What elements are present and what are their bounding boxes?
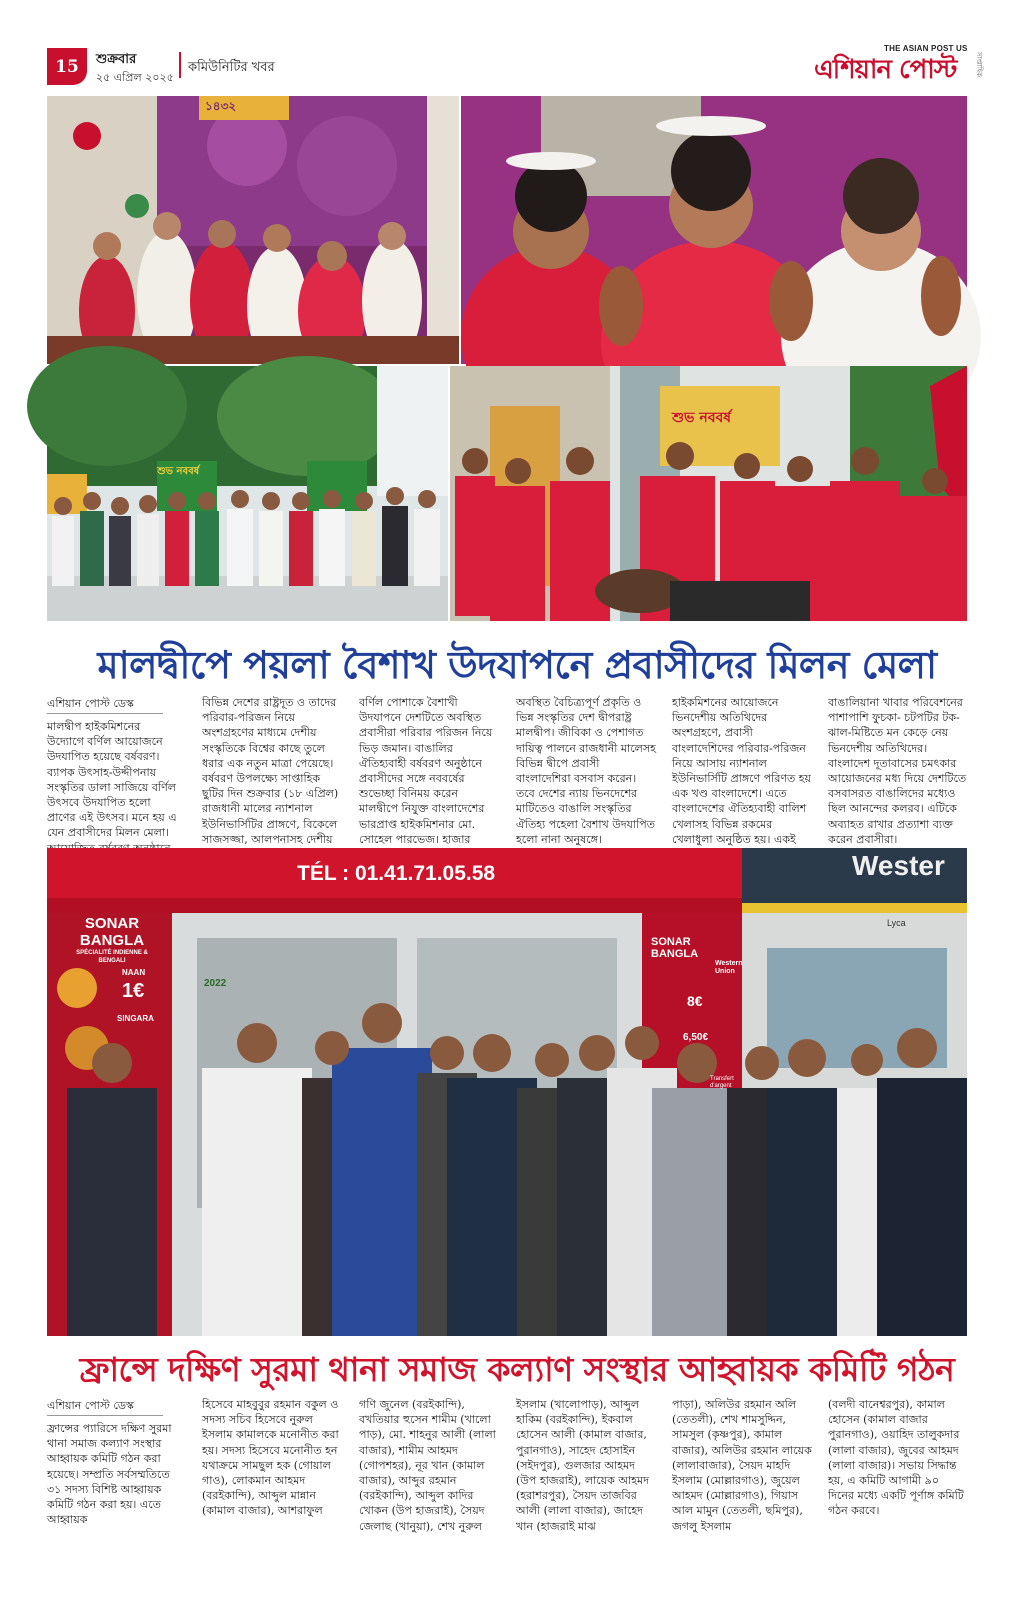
western-sign: Wester <box>852 850 945 881</box>
article1-column-2: বিভিন্ন দেশের রাষ্ট্রদূত ও তাদের পরিবার-পরিজন নিয়ে অংশগ্রহণের মাধ্যমে দেশীয় সংস্কৃতিকে বিশ্বের কাছে তুলে ধরার এক নতুন মাত্রা পেয়েছে। বর্ষবরণ উপলক্ষ্যে সাপ্তাহিক ছুটির দিন শুক্রবার (১৮ এপ্রিল) রাজধানী মালের ন্যাশনাল ইউনিভার্সিটির প্রাঙ্গণে, বিকেলে সাজসজ্জা, আলপনাসহ দেশীয় <box>202 696 339 846</box>
shop-brand-right-line2: BANGLA <box>651 948 699 960</box>
masthead-logo[interactable]: এশিয়ান পোস্ট <box>814 55 957 85</box>
article2-column-4: ইসলাম (খালোপাড়), আব্দুল হাকিম (বরইকান্দি), ইকবাল হোসেন আলী (কামাল বাজার, পুরানগাও), সাহেদ হোসাইন (সইদপুর), গুলজার আহমদ (উপ হাজরাই), লায়েক আহমদ (হরাশরপুর), সৈয়দ তাজবির আলী (লালা বাজার), জাহেদ খান (হাজরাই মাঝ <box>516 1398 649 1533</box>
shop-brand-line1: SONAR <box>84 915 140 932</box>
article2-column-2: হিসেবে মাহবুবুর রহমান বকুল ও সদস্য সচিব হিসেবে নুরুল ইসলাম কামালকে মনোনীত করা হয়। সদস্য হিসেবে মনোনীত হন যথাক্রমে সামছুল হক (গোয়াল গাও), লোকমান আহমদ (বরইকান্দি), আব্দুল মান্নান (কামাল বাজার), আশরাফুল <box>202 1398 339 1518</box>
menu-price-1: 1€ <box>122 980 145 1002</box>
article1-byline: এশিয়ান পোস্ট ডেস্ক <box>47 697 134 710</box>
article2-headline: ফ্রান্সে দক্ষিণ সুরমা থানা সমাজ কল্যাণ সংস্থার আহ্বায়ক কমিটি গঠন <box>79 1350 955 1389</box>
menu-price-650: 6,50€ <box>683 1032 709 1043</box>
section-title: কমিউনিটির খবর <box>188 60 275 75</box>
shop-brand-right-line1: SONAR <box>651 936 691 948</box>
header-date: ২৫ এপ্রিল ২০২৫ <box>96 71 174 84</box>
article1-byline-rule <box>47 713 163 714</box>
logo-subtitle: THE ASIAN POST US <box>884 44 968 53</box>
article2-column-5: পাড়া), অলিউর রহমান অলি (তেতলী), শেখ শামসুদ্দিন, সামসুল (কৃষ্ণপুর), কামাল বাজার), অলিউর রহমান লায়েক (লালাবাজার), সৈয়দ মাহদি ইসলাম (মোল্লারগাও), জুয়েল আহমদ (মোল্লারগাও), গিয়াস আল মামুন (তেতলী, ছমিপুর), জগলু ইসলাম <box>672 1398 812 1533</box>
transfert-label: Transfert d'argent <box>710 1076 734 1089</box>
lyca-label: Lyca <box>887 918 906 928</box>
photo-women-group <box>47 96 459 364</box>
article2-byline-rule <box>47 1415 163 1416</box>
shop-brand-right <box>651 936 698 960</box>
header-divider <box>179 52 181 78</box>
shop-tagline: SPÉCIALITÉ INDIENNE & BENGALI <box>76 950 148 964</box>
western-union-label: Western Union <box>715 960 743 975</box>
logo-side-label: সাপ্তাহিক <box>975 52 983 78</box>
photo-storefront-group <box>47 848 967 1336</box>
article1-column-5: হাইকমিশনের আয়োজনে ভিনদেশীয় অতিথিদের অংশগ্রহণে, প্রবাসী বাংলাদেশিদের পরিবার-পরিজন নিয়ে আসায় ন্যাশনাল ইউনিভার্সিটি প্রাঙ্গণে পরিণত হয় এক খণ্ড বাংলাদেশে। এতে বাংলাদেশের ঐতিহ্যবাহী বালিশ খেলাসহ বিভিন্ন রকমের খেলাধুলা অনুষ্ঠিত হয়। একই <box>672 696 812 846</box>
menu-item-naan: NAAN <box>122 968 146 977</box>
article1-column-1: মালদ্বীপ হাইকমিশনের উদ্যোগে বর্ণিল আয়োজনে উদযাপিত হয়েছে বর্ষবরণ। ব্যাপক উৎসাহ-উদ্দীপনায় সংস্কৃতির ডালা সাজিয়ে বর্ণিল উৎসবে উদযাপিত হলো প্রাণের এই উৎসব। মনে হয় এ যেন প্রবাসীদের মিলন মেলা। <box>47 720 177 840</box>
banner-greeting-small: শুভ নববর্ষ <box>157 466 200 477</box>
page-number-badge <box>47 48 87 85</box>
page-number: 15 <box>55 56 79 77</box>
menu-item-singara: SINGARA <box>117 1014 154 1023</box>
photo-girls-henna <box>461 96 967 364</box>
header-day: শুক্রবার <box>96 52 137 67</box>
article1-column-4: অবস্থিত বৈচিত্র্যপূর্ণ প্রকৃতি ও ভিন্ন সংস্কৃতির দেশ দ্বীপরাষ্ট্র মালদ্বীপ। জীবিকা ও পেশাগত দায়িত্ব পালনে রাজধানী মালেসহ বিভিন্ন দ্বীপে প্রবাসী বাংলাদেশিরা বসবাস করেন। তবে দেশের ন্যায় ভিনদেশের মাটিতেও বাঙালি সংস্কৃতির ঐতিহ্য পহেলা বৈশাখ উদযাপিত হলো নানা অনুষঙ্গে। <box>516 696 656 846</box>
shop-phone: TÉL : 01.41.71.05.58 <box>297 862 496 885</box>
menu-price-8: 8€ <box>687 993 703 1009</box>
article1-column-6: বাঙালিয়ানা খাবার পরিবেশনের পাশাপাশি ফুচকা- চটপটির টক-ঝাল-মিষ্টিতে মন কেড়ে নেয় ভিনদেশীয় অতিথিদের। বাংলাদেশ দূতাবাসের চমৎকার আয়োজনের মধ্য দিয়ে দেশটিতে বসবাসরত বাঙালিদের মধ্যেও ছিল আনন্দের কলরব। এটিকে অব্যাহত রাখার প্রত্যাশা ব্যক্ত করেন প্রবাসীরা। <box>828 696 967 846</box>
article2-column-1: ফ্রান্সের প্যারিসে দক্ষিণ সুরমা থানা সমাজ কল্যাণ সংস্থার আহ্বায়ক কমিটি গঠন করা হয়েছে। সম্প্রতি সর্বসম্মতিতে ৩১ সদস্য বিশিষ্ট আহ্বায়ক কমিটি গঠন করা হয়। এতে আহ্বায়ক <box>47 1422 172 1527</box>
photo-performers <box>450 366 967 621</box>
banner-greeting-large: শুভ নববর্ষ <box>672 410 732 426</box>
article2-column-3: গণি জুনেল (বরইকান্দি), বখতিয়ার হুসেন শামীম (খালো পাড়), মো. শাহনুর আলী (লালা বাজার), শামীম আহমদ (গোপশহর), নূর খান (কামাল বাজার), আব্দুর রহমান (বরইকান্দি), আব্দুল কাদির খোকন (উপ হাজরাই), সৈয়দ জেলাছ (খানুয়া), শেখ নুরুল <box>359 1398 496 1533</box>
banner-year: ১৪৩২ <box>205 99 237 113</box>
photo-men-group <box>47 366 448 621</box>
shop-year: 2022 <box>204 978 227 989</box>
article1-headline: মালদ্বীপে পয়লা বৈশাখ উদযাপনে প্রবাসীদের মিলন মেলা <box>97 643 937 687</box>
article2-column-6: (বলদী বানেশ্বরপুর), কামাল হোসেন (কামাল বাজার পুরানগাও), ওয়াহিদ তালুকদার (লালা বাজার), জুবের আহমদ (লালা বাজার)। সভায় সিদ্ধান্ত হয়, এ কমিটি আগামী ৯০ দিনের মধ্যে একটি পূর্ণাঙ্গ কমিটি গঠন করবে। <box>828 1398 964 1518</box>
article2-byline: এশিয়ান পোস্ট ডেস্ক <box>47 1399 134 1412</box>
article1-column-3: বর্ণিল পোশাকে বৈশাখী উদযাপনে দেশটিতে অবস্থিত প্রবাসীরা পরিবার পরিজন নিয়ে ভিড় জমান। বাঙালির ঐতিহ্যবাহী বর্ষবরণ অনুষ্ঠানে প্রবাসীদের সঙ্গে নববর্ষের শুভেচ্ছা বিনিময় করেন মালদ্বীপে নিযুক্ত বাংলাদেশের ভারপ্রাপ্ত হাইকমিশনার মো. সোহেল পারভেজ। হাজার <box>359 696 493 846</box>
shop-brand-line2: BANGLA <box>79 932 145 949</box>
shop-brand-left <box>62 915 162 965</box>
